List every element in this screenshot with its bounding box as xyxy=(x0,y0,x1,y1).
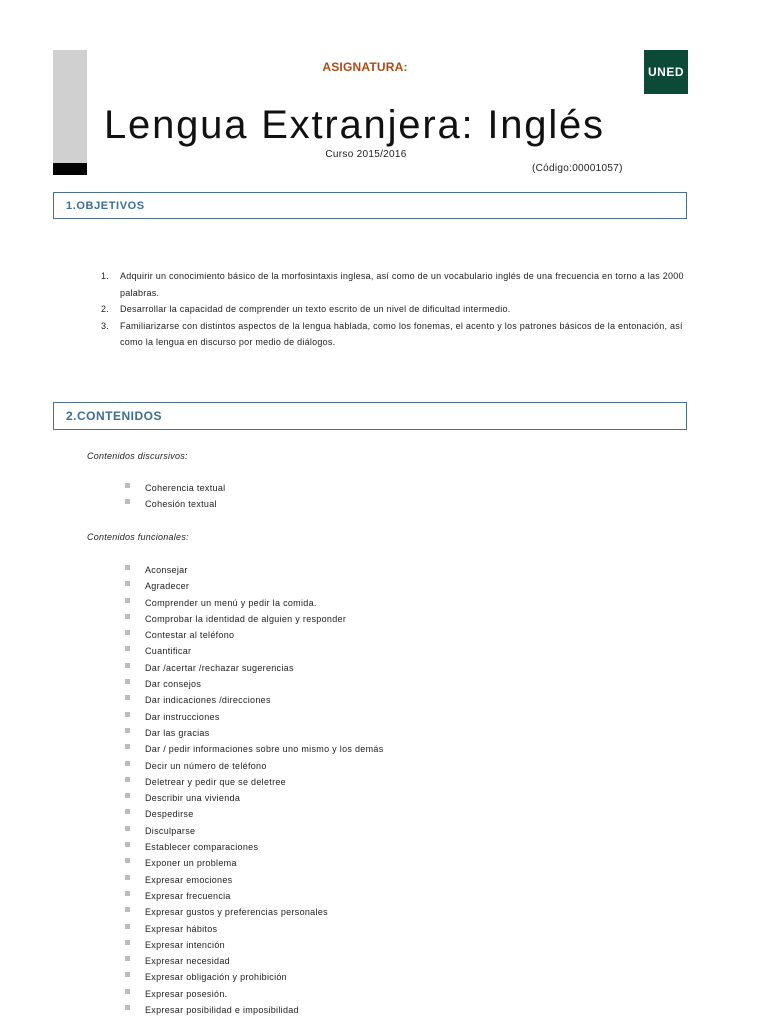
uned-logo: UNED xyxy=(644,50,688,94)
contenidos-discursivos-list xyxy=(124,480,225,513)
list-item-text: Deletrear y pedir que se deletree xyxy=(145,776,286,787)
list-item-text: Comprender un menú y pedir la comida. xyxy=(145,597,317,608)
list-item xyxy=(124,823,384,839)
list-item xyxy=(124,937,384,953)
bullet-square-icon xyxy=(125,646,130,651)
list-item-text: Dar consejos xyxy=(145,679,202,690)
list-item-text: Decir un número de teléfono xyxy=(145,760,267,771)
bullet-square-icon xyxy=(125,858,130,863)
bullet-square-icon xyxy=(125,940,130,945)
list-item xyxy=(124,872,384,888)
bullet-square-icon xyxy=(125,1005,130,1010)
list-item-text: Expresar posesión. xyxy=(145,988,228,999)
list-item-text: Dar instrucciones xyxy=(145,711,220,722)
bullet-square-icon xyxy=(125,712,130,717)
list-item-text: Expresar posibilidad e imposibilidad xyxy=(145,1005,299,1016)
bullet-square-icon xyxy=(125,614,130,619)
list-item-text: Disculparse xyxy=(145,825,196,836)
bullet-square-icon xyxy=(125,663,130,668)
bullet-square-icon xyxy=(125,761,130,766)
list-item-text: Expresar obligación y prohibición xyxy=(145,972,287,983)
contenidos-discursivos-heading: Contenidos discursivos: xyxy=(87,451,188,461)
list-item xyxy=(124,725,384,741)
list-item-text: Agradecer xyxy=(145,581,190,592)
objetivo-item xyxy=(95,318,685,351)
list-item xyxy=(124,741,384,757)
bullet-square-icon xyxy=(125,499,130,504)
list-item xyxy=(124,969,384,985)
bullet-square-icon xyxy=(125,826,130,831)
bullet-square-icon xyxy=(125,989,130,994)
list-item xyxy=(124,806,384,822)
list-item-text: Aconsejar xyxy=(145,565,188,575)
objetivo-text: Familiarizarse con distintos aspectos de la lengua hablada, como los fonemas, el acento y los patrones básicos de la entonación, así como la lengua en discurso por medio de diálogos. xyxy=(120,320,683,347)
list-item-text: Dar /acertar /rechazar sugerencias xyxy=(145,662,294,673)
subject-label: ASIGNATURA: xyxy=(322,60,408,74)
list-item-text: Expresar necesidad xyxy=(145,956,230,967)
bullet-square-icon xyxy=(125,907,130,912)
list-item xyxy=(124,709,384,725)
list-item xyxy=(124,676,384,692)
list-item-text: Dar las gracias xyxy=(145,727,210,738)
list-item-text: Exponer un problema xyxy=(145,858,237,869)
list-item xyxy=(124,904,384,920)
list-item-text: Cohesión textual xyxy=(145,499,217,510)
list-item-text: Contestar al teléfono xyxy=(145,630,235,641)
list-item xyxy=(124,578,384,594)
list-item-text: Expresar frecuencia xyxy=(145,890,231,901)
list-item-text: Describir una vivienda xyxy=(145,793,241,804)
list-item-text: Expresar emociones xyxy=(145,874,233,885)
objetivo-number: 3. xyxy=(101,320,110,331)
list-item xyxy=(124,839,384,855)
objetivo-text: Desarrollar la capacidad de comprender un texto escrito de un nivel de dificultad intermedio. xyxy=(120,304,511,314)
bullet-square-icon xyxy=(125,793,130,798)
objetivo-text: Adquirir un conocimiento básico de la morfosintaxis inglesa, así como de un vocabulario inglés de una frecuencia en torno a las 2000 palabras. xyxy=(120,271,684,298)
page-title: Lengua Extranjera: Inglés xyxy=(104,103,605,147)
objetivo-item xyxy=(95,301,685,318)
list-item xyxy=(124,627,384,643)
objetivos-list xyxy=(95,268,685,351)
list-item xyxy=(124,562,384,578)
list-item-text: Expresar intención xyxy=(145,939,225,950)
contenidos-funcionales-heading: Contenidos funcionales: xyxy=(87,532,189,542)
list-item-text: Dar / pedir informaciones sobre uno mismo y los demás xyxy=(145,744,384,755)
bullet-square-icon xyxy=(125,483,130,488)
list-item xyxy=(124,790,384,806)
bullet-square-icon xyxy=(125,565,130,570)
bullet-square-icon xyxy=(125,744,130,749)
list-item xyxy=(124,643,384,659)
list-item xyxy=(124,611,384,627)
list-item xyxy=(124,692,384,708)
bullet-square-icon xyxy=(125,598,130,603)
contenidos-funcionales-list xyxy=(124,562,384,1018)
course-year: Curso 2015/2016 xyxy=(325,149,407,160)
bullet-square-icon xyxy=(125,728,130,733)
list-item-text: Dar indicaciones /direcciones xyxy=(145,695,271,706)
list-item xyxy=(124,660,384,676)
bullet-square-icon xyxy=(125,972,130,977)
list-item-text: Establecer comparaciones xyxy=(145,842,259,853)
objetivo-number: 1. xyxy=(101,271,110,281)
bullet-square-icon xyxy=(125,581,130,586)
header-black-bar xyxy=(53,163,87,175)
list-item xyxy=(124,1002,384,1018)
bullet-square-icon xyxy=(125,891,130,896)
list-item-text: Comprobar la identidad de alguien y responder xyxy=(145,613,347,624)
list-item-text: Coherencia textual xyxy=(145,483,226,493)
bullet-square-icon xyxy=(125,809,130,814)
list-item xyxy=(124,774,384,790)
list-item xyxy=(124,855,384,871)
bullet-square-icon xyxy=(125,695,130,700)
section-contenidos-header: 2.CONTENIDOS xyxy=(53,402,687,430)
bullet-square-icon xyxy=(125,956,130,961)
bullet-square-icon xyxy=(125,875,130,880)
list-item xyxy=(124,480,225,496)
objetivo-item xyxy=(95,268,685,301)
list-item xyxy=(124,496,225,512)
list-item xyxy=(124,921,384,937)
list-item xyxy=(124,953,384,969)
section-objetivos-header: 1.OBJETIVOS xyxy=(53,192,687,219)
list-item-text: Cuantificar xyxy=(145,646,192,657)
list-item-text: Despedirse xyxy=(145,809,194,820)
bullet-square-icon xyxy=(125,777,130,782)
list-item-text: Expresar gustos y preferencias personales xyxy=(145,907,328,918)
bullet-square-icon xyxy=(125,679,130,684)
list-item xyxy=(124,888,384,904)
list-item xyxy=(124,595,384,611)
list-item xyxy=(124,986,384,1002)
list-item xyxy=(124,758,384,774)
subject-code: (Código:00001057) xyxy=(532,163,623,174)
list-item-text: Expresar hábitos xyxy=(145,923,218,934)
bullet-square-icon xyxy=(125,630,130,635)
objetivo-number: 2. xyxy=(101,304,110,314)
bullet-square-icon xyxy=(125,924,130,929)
bullet-square-icon xyxy=(125,842,130,847)
